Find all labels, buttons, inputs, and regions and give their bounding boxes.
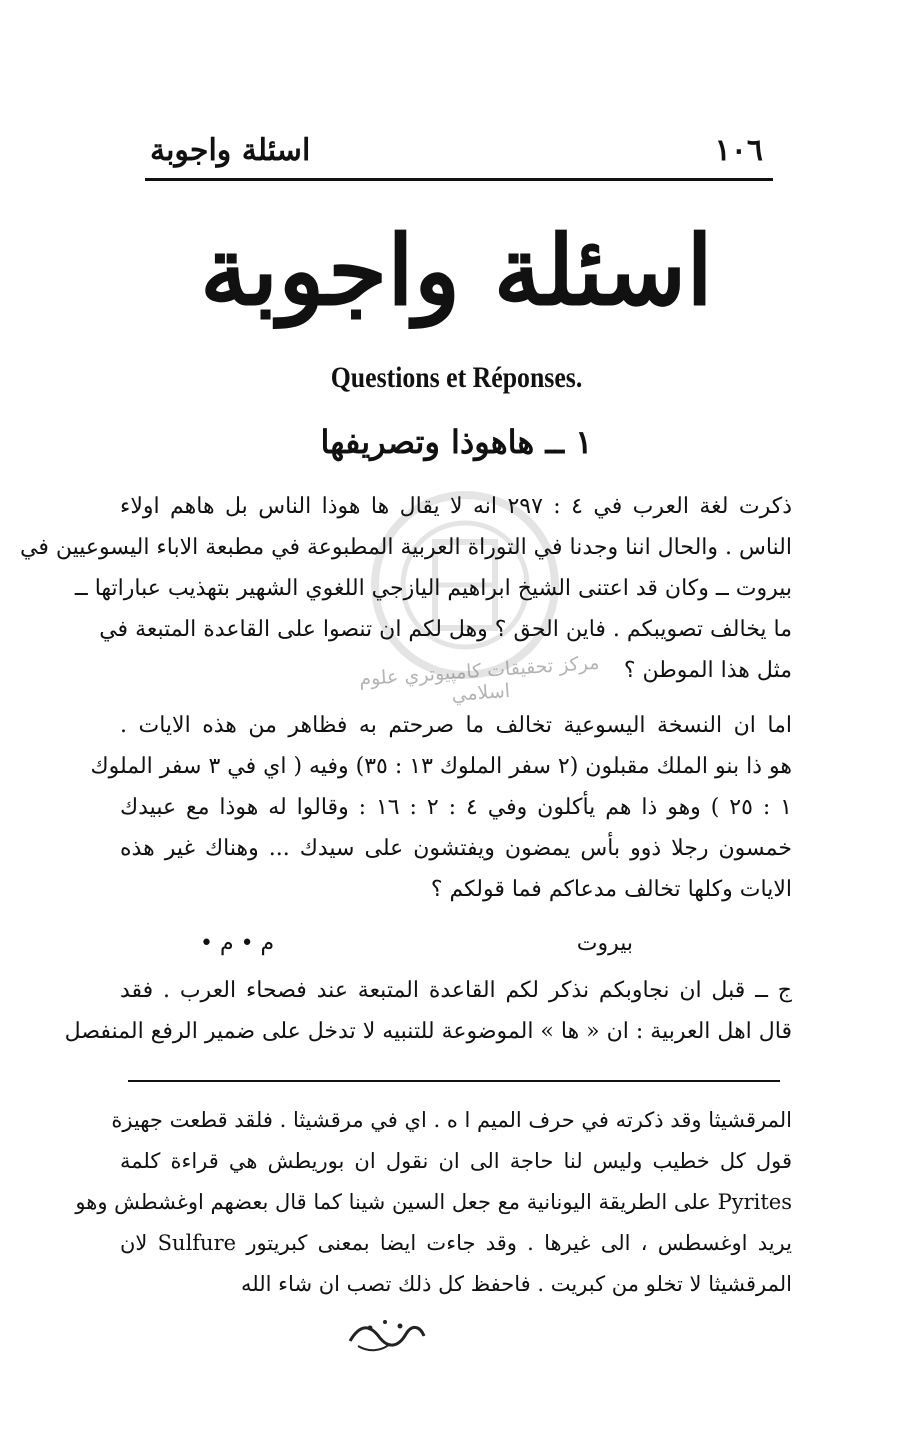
question-line: ذكرت لغة العرب في ٤ : ٢٩٧ انه لا يقال ها هوذا الناس بل هاهم اولاء xyxy=(120,494,793,519)
page-number: ١٠٦ xyxy=(714,132,763,168)
running-title: اسئلة واجوبة xyxy=(150,132,311,168)
footnote-line: قول كل خطيب وليس لنا حاجة الى ان نقول ان بوريطش هي قراءة كلمة xyxy=(120,1149,792,1173)
footnote-line: Pyrites على الطريقة اليونانية مع جعل السين شينا كما قال بعضهم اوغشطش وهو xyxy=(75,1190,792,1214)
question-line: الايات وكلها تخالف مدعاكم فما قولكم ؟ xyxy=(430,877,792,902)
watermark-text: مركز تحقيقات كامپيوتري علوم اسلامي xyxy=(358,651,601,706)
question-line: مثل هذا الموطن ؟ xyxy=(623,658,792,683)
question-line: الناس . والحال اننا وجدنا في التوراة العربية المطبوعة في مطبعة الاباء اليسوعيين في xyxy=(20,535,792,560)
footnote-line: المرقشيثا لا تخلو من كبريت . فاحفظ كل ذلك تصب ان شاء الله xyxy=(241,1272,792,1296)
section-heading: ١ ــ هاهوذا وتصريفها xyxy=(320,423,593,461)
question-line: بيروت ــ وكان قد اعتنى الشيخ ابراهيم اليازجي اللغوي الشهير بتهذيب عباراتها ــ xyxy=(74,576,792,601)
footnote-line: المرقشيثا وقد ذكرته في حرف الميم ا ه . اي في مرقشيثا . فلقد قطعت جهيزة xyxy=(111,1108,792,1132)
footnote-paragraph xyxy=(75,1100,792,1305)
question-line: ١ : ٢٥ ) وهو ذا هم يأكلون وفي ٤ : ٢ : ١٦ : وقالوا له هوذا مع عبيدك xyxy=(120,795,792,820)
signoff-initials: م • م • xyxy=(200,931,275,956)
question-line: هو ذا بنو الملك مقبلون (٢ سفر الملوك ١٣ : ٣٥) وفيه ( اي في ٣ سفر الملوك xyxy=(90,754,792,779)
page-title-french: Questions et Réponses. xyxy=(330,361,583,394)
footnote-rule xyxy=(128,1080,780,1082)
question-paragraph xyxy=(20,486,793,691)
running-header xyxy=(150,128,763,172)
question-paragraph-2 xyxy=(90,705,792,910)
answer-paragraph xyxy=(64,970,792,1052)
question-line: ما يخالف تصويبكم . فاين الحق ؟ وهل لكم ان تنصوا على القاعدة المتبعة في xyxy=(99,617,792,642)
footnote-line: يريد اوغسطس ، الى غيرها . وقد جاءت ايضا بمعنى كبريتور Sulfure لان xyxy=(120,1231,792,1255)
page-title-arabic: اسئلة واجوبة xyxy=(200,214,713,327)
question-line: اما ان النسخة اليسوعية تخالف ما صرحتم به فظاهر من هذه الايات . xyxy=(120,713,792,738)
signoff-place: بيروت xyxy=(576,931,633,956)
end-ornament-icon xyxy=(340,1316,430,1356)
question-signoff xyxy=(200,924,713,964)
question-line: خمسون رجلا ذوو بأس يمضون ويفتشون على سيدك ... وهناك غير هذه xyxy=(120,836,792,861)
answer-line: قال اهل العربية : ان « ها » الموضوعة للتنبيه لا تدخل على ضمير الرفع المنفصل xyxy=(64,1019,792,1044)
header-rule xyxy=(145,178,773,181)
answer-line: ج ــ قبل ان نجاوبكم نذكر لكم القاعدة المتبعة عند فصحاء العرب . فقد xyxy=(120,978,792,1003)
